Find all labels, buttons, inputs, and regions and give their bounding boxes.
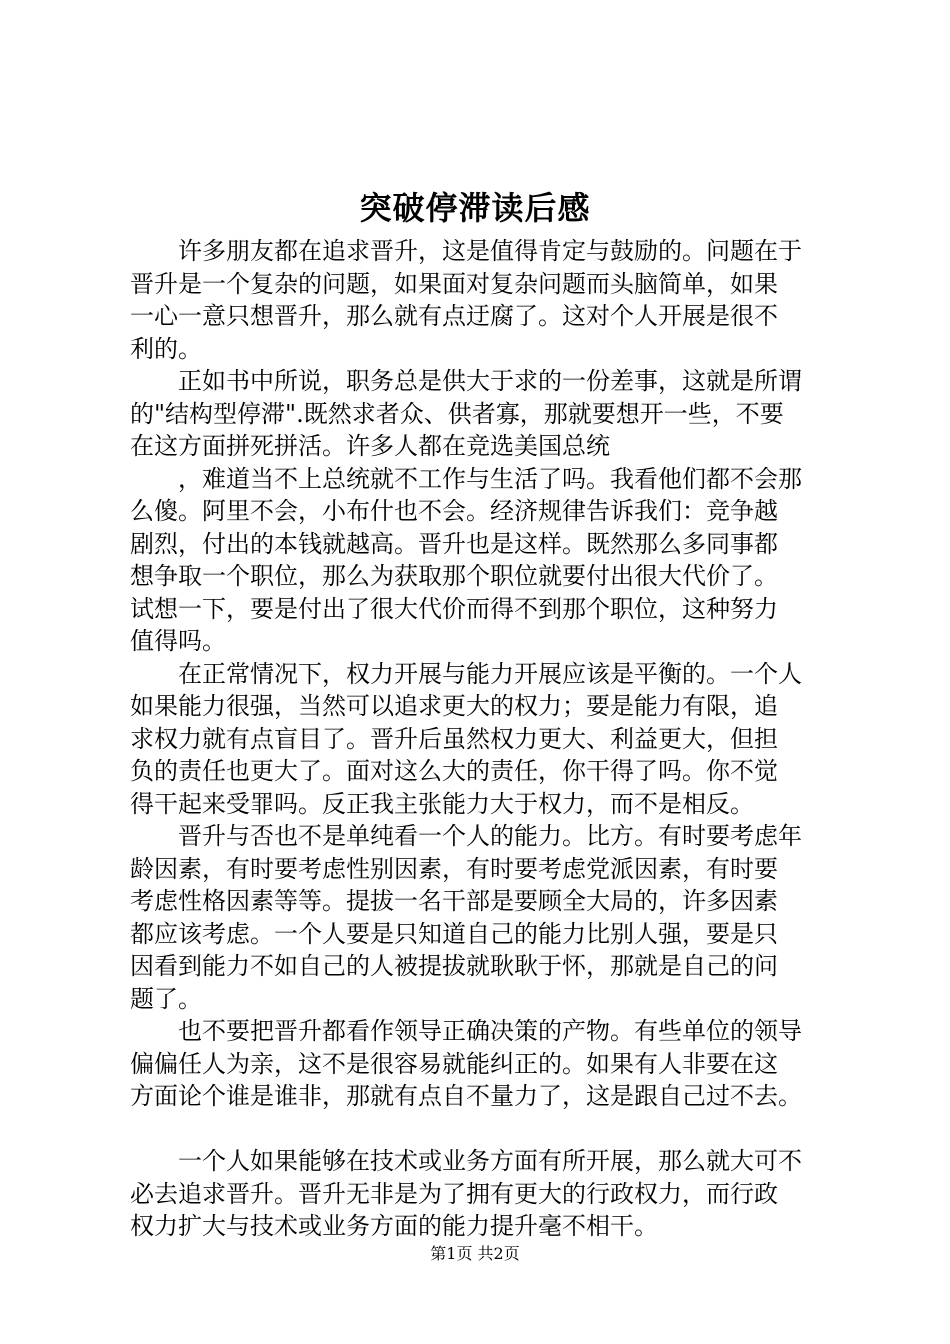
text-line: 许多朋友都在追求晋升，这是值得肯定与鼓励的。问题在于 [178, 237, 802, 265]
text-line: 晋升与否也不是单纯看一个人的能力。比方。有时要考虑年 [178, 822, 802, 850]
text-line: 在这方面拼死拼活。许多人都在竞选美国总统 [130, 432, 610, 460]
text-line: 在正常情况下，权力开展与能力开展应该是平衡的。一个人 [178, 659, 802, 688]
text-line: 求权力就有点盲目了。晋升后虽然权力更大、利益更大，但担 [130, 724, 778, 753]
text-line: 负的责任也更大了。面对这么大的责任，你干得了吗。你不觉 [130, 757, 778, 785]
text-line: 一个人如果能够在技术或业务方面有所开展，那么就大可不 [178, 1147, 802, 1175]
text-line: 晋升是一个复杂的问题，如果面对复杂问题而头脑简单，如果 [130, 269, 778, 298]
text-line: 一心一意只想晋升，那么就有点迂腐了。这对个人开展是很不 [130, 302, 778, 330]
text-line: 正如书中所说，职务总是供大于求的一份差事，这就是所谓 [178, 367, 802, 395]
paragraph-gap [130, 1113, 850, 1146]
text-line: 偏偏任人为亲，这不是很容易就能纠正的。如果有人非要在这 [130, 1049, 778, 1078]
text-line: 题了。 [130, 984, 202, 1013]
text-line: 如果能力很强，当然可以追求更大的权力；要是能力有限，追 [130, 692, 778, 720]
text-line: 得干起来受罪吗。反正我主张能力大于权力，而不是相反。 [130, 789, 754, 818]
text-line: 方面论个谁是谁非，那就有点自不量力了，这是跟自己过不去。 [130, 1082, 802, 1110]
text-line: 的"结构型停滞".既然求者众、供者寡，那就要想开一些，不要 [130, 399, 784, 428]
text-line: 值得吗。 [130, 627, 226, 655]
text-line: 也不要把晋升都看作领导正确决策的产物。有些单位的领导 [178, 1017, 802, 1045]
text-line: 么傻。阿里不会，小布什也不会。经济规律告诉我们：竞争越 [130, 497, 778, 525]
text-line: 试想一下，要是付出了很大代价而得不到那个职位，这种努力 [130, 594, 778, 623]
document-title: 突破停滞读后感 [359, 189, 591, 227]
text-line: 考虑性格因素等等。提拔一名干部是要顾全大局的，许多因素 [130, 887, 778, 915]
text-line: 权力扩大与技术或业务方面的能力提升毫不相干。 [130, 1212, 658, 1240]
text-line: 都应该考虑。一个人要是只知道自己的能力比别人强，要是只 [130, 919, 778, 948]
text-line: 必去追求晋升。晋升无非是为了拥有更大的行政权力，而行政 [130, 1179, 778, 1208]
text-line: 龄因素，有时要考虑性别因素，有时要考虑党派因素，有时要 [130, 854, 778, 883]
document-body [130, 235, 850, 1243]
text-line: 剧烈，付出的本钱就越高。晋升也是这样。既然那么多同事都 [130, 529, 778, 558]
text-line: ，难道当不上总统就不工作与生活了吗。我看他们都不会那 [178, 464, 802, 493]
text-line: 利的。 [130, 334, 202, 363]
text-line: 因看到能力不如自己的人被提拔就耿耿于怀，那就是自己的问 [130, 952, 778, 980]
text-line: 想争取一个职位，那么为获取那个职位就要付出很大代价了。 [130, 562, 778, 590]
page-number: 第1页 共2页 [430, 1244, 520, 1263]
